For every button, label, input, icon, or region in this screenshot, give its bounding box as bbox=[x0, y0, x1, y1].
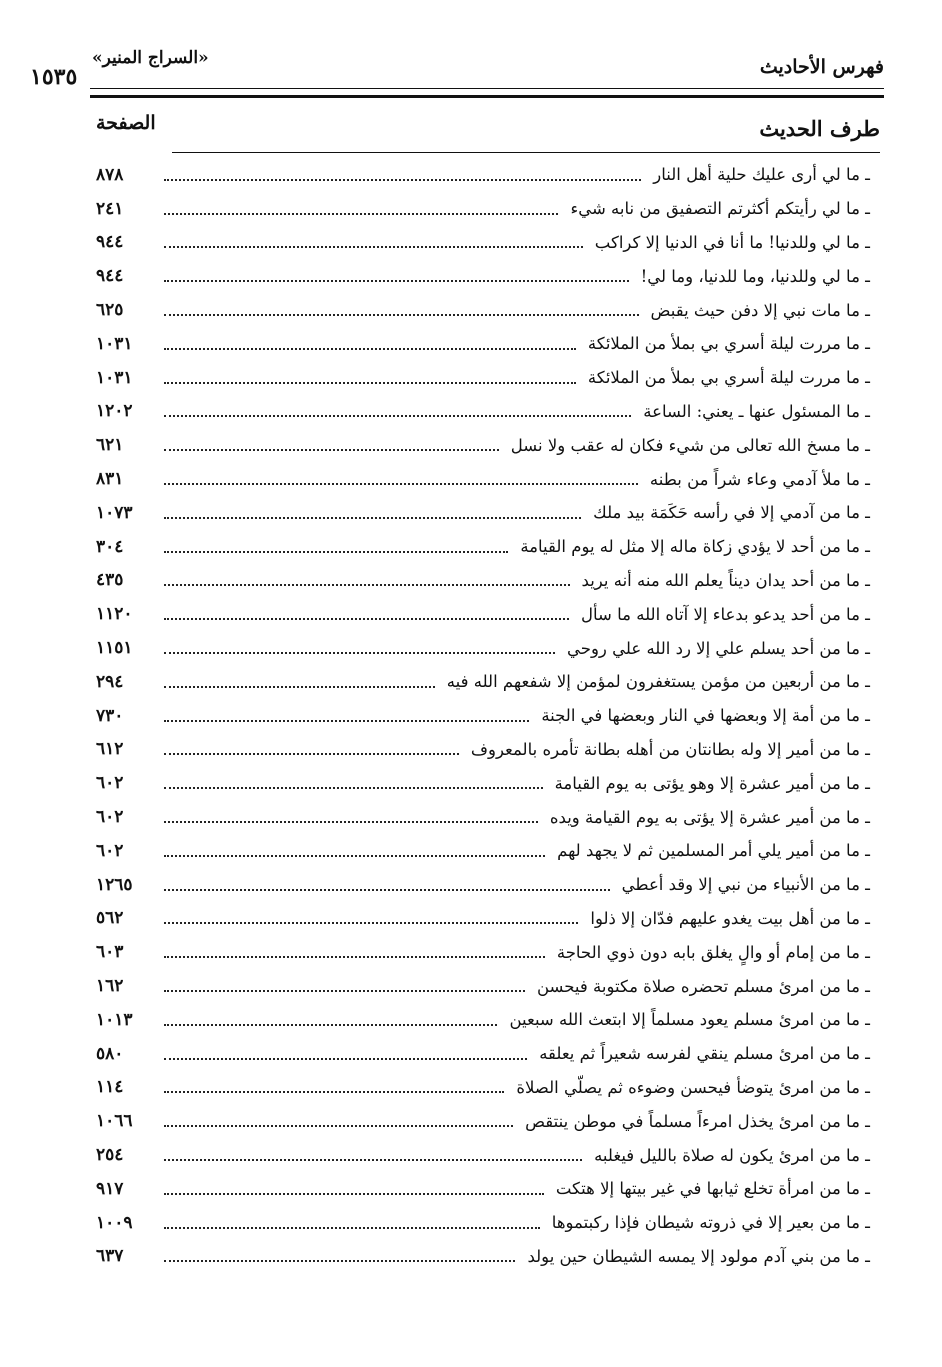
index-entry bbox=[96, 1037, 870, 1071]
page-reference: ٦٠٣ bbox=[96, 942, 124, 963]
running-header bbox=[30, 44, 884, 92]
dot-leader bbox=[164, 213, 558, 215]
page-reference: ١٦٢ bbox=[96, 976, 124, 997]
dot-leader bbox=[164, 483, 638, 485]
dot-leader bbox=[164, 1091, 504, 1093]
dot-leader bbox=[164, 551, 508, 553]
hadith-text: ـ ما من امرئ يتوضأ فيحسن وضوءه ثم يصلّي الصلاة bbox=[516, 1077, 870, 1097]
index-entry bbox=[96, 800, 870, 834]
page-reference: ٦٠٢ bbox=[96, 773, 124, 794]
index-entry bbox=[96, 868, 870, 902]
column-header-page: الصفحة bbox=[96, 112, 156, 134]
index-entry bbox=[96, 1071, 870, 1105]
index-entry bbox=[96, 597, 870, 631]
hadith-text: ـ ما مررت ليلة أسري بي بملأ من الملائكة bbox=[587, 334, 870, 354]
section-title: فهرس الأحاديث bbox=[759, 56, 884, 78]
dot-leader bbox=[164, 1227, 540, 1229]
hadith-text: ـ ما مررت ليلة أسري بي بملأ من الملائكة bbox=[587, 368, 870, 388]
dot-leader bbox=[164, 1058, 527, 1060]
hadith-text: ـ ما ملأ آدمي وعاء شراً من بطنه bbox=[649, 469, 870, 489]
index-entry bbox=[96, 1104, 870, 1138]
page-reference: ١١٤ bbox=[96, 1077, 124, 1098]
dot-leader bbox=[164, 720, 529, 722]
page-reference: ١٠٣١ bbox=[96, 367, 133, 388]
page-reference: ٥٦٢ bbox=[96, 908, 124, 929]
dot-leader bbox=[164, 1159, 582, 1161]
hadith-index-list bbox=[96, 158, 870, 1273]
index-entry bbox=[96, 361, 870, 395]
index-entry bbox=[96, 564, 870, 598]
hadith-text: ـ ما لي وللدنيا، وما للدنيا، وما لي! bbox=[640, 266, 870, 286]
index-entry bbox=[96, 1172, 870, 1206]
dot-leader bbox=[164, 821, 538, 823]
hadith-text: ـ ما من أحد لا يؤدي زكاة ماله إلا مثل له يوم القيامة bbox=[520, 537, 870, 557]
dot-leader bbox=[164, 1193, 544, 1195]
dot-leader bbox=[164, 889, 610, 891]
hadith-text: ـ ما من أحد يدان ديناً يعلم الله منه أنه يريد bbox=[581, 570, 870, 590]
index-entry bbox=[96, 699, 870, 733]
index-entry bbox=[96, 293, 870, 327]
dot-leader bbox=[164, 1024, 497, 1026]
page-reference: ٩٤٤ bbox=[96, 266, 124, 287]
index-entry bbox=[96, 1240, 870, 1274]
page-reference: ١٢٦٥ bbox=[96, 874, 133, 895]
index-entry bbox=[96, 530, 870, 564]
hadith-text: ـ ما من بني آدم مولود إلا يمسه الشيطان حين يولد bbox=[527, 1246, 870, 1266]
column-header-hadith: طرف الحديث bbox=[759, 116, 880, 141]
hadith-text: ـ ما من امرئ يخذل امرءاً مسلماً في موطن ينتقص bbox=[525, 1111, 870, 1131]
hadith-text: ـ ما من أمير عشرة إلا يؤتى به يوم القيامة ويده bbox=[549, 807, 870, 827]
hadith-text: ـ ما لي رأيتكم أكثرتم التصفيق من نابه شيء bbox=[570, 199, 870, 219]
hadith-text: ـ ما لي أرى عليك حلية أهل النار bbox=[653, 165, 870, 185]
page-reference: ١٠١٣ bbox=[96, 1009, 133, 1030]
hadith-text: ـ ما مسخ الله تعالى من شيء فكان له عقب ولا نسل bbox=[510, 435, 870, 455]
dot-leader bbox=[164, 415, 631, 417]
page-reference: ٤٣٥ bbox=[96, 570, 124, 591]
page-reference: ٦٢١ bbox=[96, 435, 124, 456]
index-entry bbox=[96, 226, 870, 260]
hadith-text: ـ ما من امرأة تخلع ثيابها في غير بيتها إلا هتكت bbox=[555, 1179, 870, 1199]
page-reference: ١١٢٠ bbox=[96, 604, 133, 625]
header-rule-thick bbox=[90, 95, 884, 98]
index-entry bbox=[96, 327, 870, 361]
page-number: ١٥٣٥ bbox=[30, 64, 78, 90]
page-reference: ٧٣٠ bbox=[96, 705, 124, 726]
index-entry bbox=[96, 733, 870, 767]
dot-leader bbox=[164, 280, 629, 282]
index-entry bbox=[96, 259, 870, 293]
index-entry bbox=[96, 834, 870, 868]
index-entry bbox=[96, 1138, 870, 1172]
dot-leader bbox=[164, 618, 569, 620]
hadith-text: ـ ما من أمير إلا وله بطانتان من أهله بطانة تأمره بالمعروف bbox=[470, 739, 870, 759]
page-reference: ١٢٠٢ bbox=[96, 401, 133, 422]
hadith-text: ـ ما المسئول عنها ـ يعني: الساعة bbox=[643, 401, 870, 421]
hadith-text: ـ ما من امرئ مسلم تحضره صلاة مكتوبة فيحسن bbox=[537, 976, 870, 996]
page-reference: ٦٠٢ bbox=[96, 807, 124, 828]
index-entry bbox=[96, 496, 870, 530]
dot-leader bbox=[164, 449, 499, 451]
hadith-text: ـ ما مات نبي إلا دفن حيث يقبض bbox=[650, 300, 870, 320]
hadith-text: ـ ما من أمة إلا وبعضها في النار وبعضها في الجنة bbox=[541, 706, 870, 726]
dot-leader bbox=[164, 652, 555, 654]
hadith-text: ـ ما من إمام أو والٍ يغلق بابه دون ذوي الحاجة bbox=[556, 942, 870, 962]
index-entry bbox=[96, 631, 870, 665]
dot-leader bbox=[164, 348, 576, 350]
page-reference: ٨٧٨ bbox=[96, 164, 124, 185]
dot-leader bbox=[164, 922, 578, 924]
dot-leader bbox=[164, 990, 525, 992]
index-entry bbox=[96, 935, 870, 969]
index-entry bbox=[96, 1003, 870, 1037]
index-entry bbox=[96, 395, 870, 429]
column-header-rule bbox=[172, 152, 880, 153]
hadith-text: ـ ما من بعير إلا في ذروته شيطان فإذا ركبتموها bbox=[551, 1213, 870, 1233]
page-reference: ٢٥٤ bbox=[96, 1145, 124, 1165]
index-entry bbox=[96, 766, 870, 800]
index-entry bbox=[96, 428, 870, 462]
hadith-text: ـ ما من أمير عشرة إلا وهو يؤتى به يوم القيامة bbox=[554, 773, 870, 793]
page-reference: ١١٥١ bbox=[96, 638, 133, 659]
hadith-text: ـ ما من أمير يلي أمر المسلمين ثم لا يجهد لهم bbox=[557, 841, 870, 861]
index-entry bbox=[96, 158, 870, 192]
page-reference: ٢٩٤ bbox=[96, 671, 124, 692]
page-reference: ٦٢٥ bbox=[96, 300, 124, 321]
index-entry bbox=[96, 665, 870, 699]
header-rule-thin bbox=[90, 88, 884, 89]
dot-leader bbox=[164, 1125, 513, 1127]
dot-leader bbox=[164, 855, 545, 857]
page-reference: ٦١٢ bbox=[96, 739, 124, 760]
page-reference: ٣٠٤ bbox=[96, 536, 124, 557]
hadith-text: ـ ما لي وللدنيا! ما أنا في الدنيا إلا كراكب bbox=[594, 232, 870, 252]
index-entry bbox=[96, 1206, 870, 1240]
page-reference: ١٠٦٦ bbox=[96, 1111, 133, 1132]
page-reference: ٨٣١ bbox=[96, 469, 124, 490]
page-reference: ٩١٧ bbox=[96, 1178, 124, 1199]
dot-leader bbox=[164, 517, 581, 519]
page-reference: ٢٤١ bbox=[96, 198, 124, 219]
page-reference: ١٠٧٣ bbox=[96, 502, 133, 523]
hadith-text: ـ ما من امرئ يكون له صلاة بالليل فيغلبه bbox=[594, 1145, 870, 1165]
dot-leader bbox=[164, 787, 543, 789]
dot-leader bbox=[164, 246, 583, 248]
index-entry bbox=[96, 192, 870, 226]
index-entry bbox=[96, 462, 870, 496]
page-reference: ٦٠٢ bbox=[96, 840, 124, 861]
hadith-text: ـ ما من أحد يسلم علي إلا رد الله علي روحي bbox=[567, 638, 870, 658]
dot-leader bbox=[164, 584, 570, 586]
index-entry bbox=[96, 969, 870, 1003]
dot-leader bbox=[164, 686, 435, 688]
hadith-text: ـ ما من الأنبياء من نبي إلا وقد أعطي bbox=[621, 875, 870, 895]
page-reference: ١٠٣١ bbox=[96, 333, 133, 354]
hadith-text: ـ ما من أربعين من مؤمن يستغفرون لمؤمن إلا شفعهم الله فيه bbox=[446, 672, 870, 692]
column-headers bbox=[96, 112, 880, 152]
page-reference: ٥٨٠ bbox=[96, 1043, 124, 1064]
hadith-text: ـ ما من امرئ مسلم يعود مسلماً إلا ابتعث الله سبعين bbox=[509, 1010, 870, 1030]
page-reference: ١٠٠٩ bbox=[96, 1212, 133, 1233]
dot-leader bbox=[164, 314, 639, 316]
page-reference: ٩٤٤ bbox=[96, 232, 124, 253]
dot-leader bbox=[164, 753, 459, 755]
hadith-text: ـ ما من آدمي إلا في رأسه حَكَمَة بيد ملك bbox=[593, 503, 870, 523]
dot-leader bbox=[164, 956, 545, 958]
hadith-text: ـ ما من أهل بيت يغدو عليهم فدّان إلا ذلوا bbox=[590, 908, 870, 928]
page-reference: ٦٣٧ bbox=[96, 1246, 124, 1267]
dot-leader bbox=[164, 382, 576, 384]
dot-leader bbox=[164, 179, 641, 181]
hadith-text: ـ ما من امرئ مسلم ينقي لفرسه شعيراً ثم يعلقه bbox=[539, 1044, 870, 1064]
dot-leader bbox=[164, 1260, 515, 1262]
book-title: «السراج المنير» bbox=[92, 48, 209, 68]
index-entry bbox=[96, 902, 870, 936]
hadith-text: ـ ما من أحد يدعو بدعاء إلا آتاه الله ما سأل bbox=[581, 604, 870, 624]
